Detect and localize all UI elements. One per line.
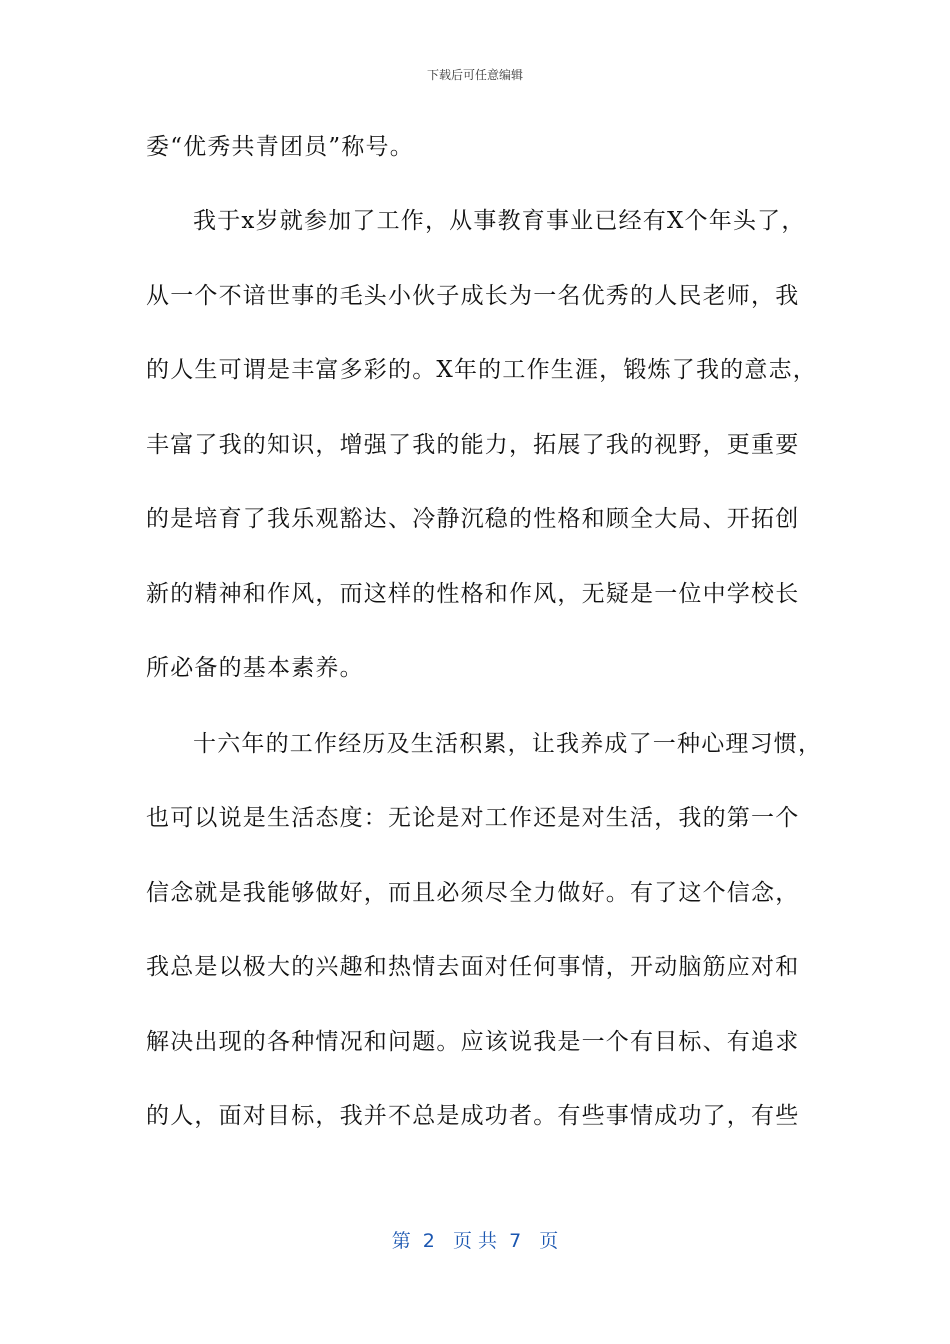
text-line: 解决出现的各种情况和问题。应该说我是一个有目标、有追求 [146,1029,800,1055]
text-line: 所必备的基本素养。 [146,655,364,681]
page-header-note: 下载后可任意编辑 [426,68,523,82]
text-line: 信念就是我能够做好，而且必须尽全力做好。有了这个信念， [146,880,800,906]
text-line: 的是培育了我乐观豁达、冷静沉稳的性格和顾全大局、开拓创 [146,506,800,532]
text-line: 的人生可谓是丰富多彩的。X年的工作生涯，锻炼了我的意志， [146,357,817,383]
text-line: 我于x岁就参加了工作，从事教育事业已经有X个年头了， [193,208,806,234]
text-line: 我总是以极大的兴趣和热情去面对任何事情，开动脑筋应对和 [146,954,800,980]
text-line: 的人，面对目标，我并不总是成功者。有些事情成功了，有些 [146,1103,800,1129]
page-number-footer: 第 2 页 共 7 页 [391,1230,559,1252]
text-line: 丰富了我的知识，增强了我的能力，拓展了我的视野，更重要 [146,432,800,458]
text-line: 从一个不谙世事的毛头小伙子成长为一名优秀的人民老师，我 [146,283,800,309]
text-line: 新的精神和作风，而这样的性格和作风，无疑是一位中学校长 [146,581,800,607]
text-line: 十六年的工作经历及生活积累，让我养成了一种心理习惯， [193,731,823,757]
text-line: 委“优秀共青团员”称号。 [146,134,414,160]
text-line: 也可以说是生活态度：无论是对工作还是对生活，我的第一个 [146,805,800,831]
